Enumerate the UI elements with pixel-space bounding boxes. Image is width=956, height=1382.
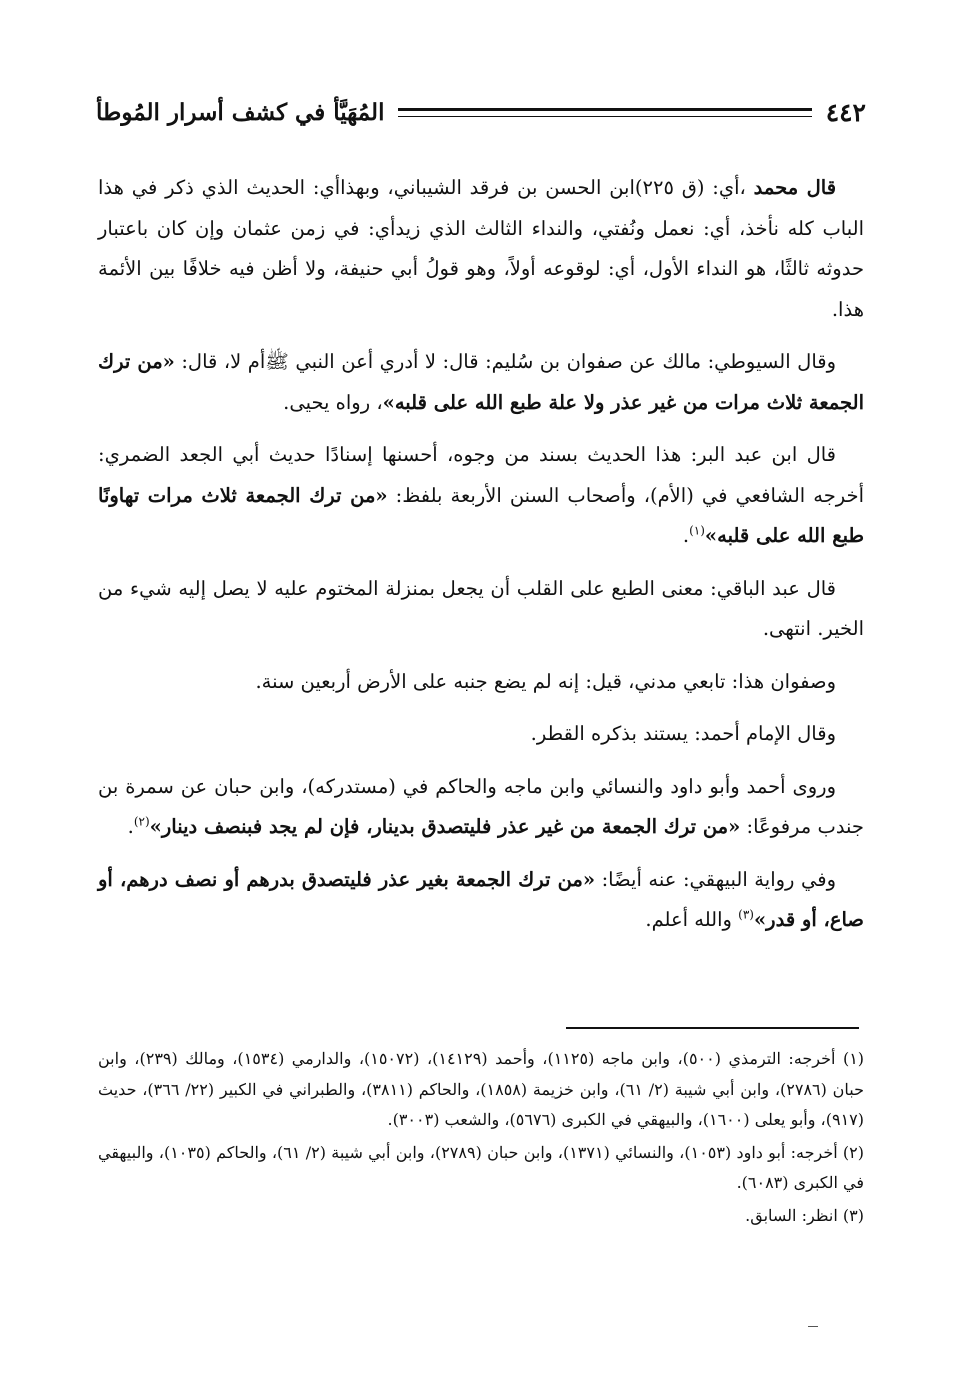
paragraph-text: وفي رواية البيهقي: عنه أيضًا: <box>595 867 836 891</box>
footnote-ref: (٣) <box>738 907 754 922</box>
page-number: ٤٤٢ <box>825 97 866 127</box>
paragraph-text: وقال الإمام أحمد: يستند بذكره القطر. <box>530 722 836 745</box>
paragraph-3 <box>98 435 864 557</box>
print-mark <box>808 1326 818 1327</box>
running-title: المُهَيَّأ في كشف أسرار المُوطأ <box>96 98 385 126</box>
paragraph-4 <box>98 569 864 650</box>
paragraph-1 <box>98 168 864 330</box>
main-text <box>98 168 864 953</box>
paragraph-2 <box>98 342 864 423</box>
lead-term: قال محمد <box>753 176 837 199</box>
footnote-2: (٢) أخرجه: أبو داود (١٠٥٣)، والنسائي (١٣٧١)، وابن حبان (٢٧٨٩)، وابن أبي شيبة (٢/ ٦١)، والحاكم (١٠٣٥)، والبيهقي في الكبرى (٦٠٨٣). <box>98 1142 865 1192</box>
paragraph-8 <box>98 860 864 941</box>
footnote-1: (١) أخرجه: الترمذي (٥٠٠)، وابن ماجه (١١٢٥)، وأحمد (١٤١٢٩)، (١٥٠٧٢)، والدارمي (١٥٣٤)، ومالك (٢٣٩)، وابن حبان (٢٧٨٦)، وابن أبي شيبة (٢/ ٦١)، وابن خزيمة (١٨٥٨)، والحاكم (٣٨١١)، والطبراني في الكبير (٢٢/ ٣٦٦)، حديث (٩١٧)، وأبو يعلى (١٦٠٠)، والبيهقي في الكبرى (٥٦٧٦)، والشعب (٣٠٠٣). <box>98 1049 865 1129</box>
footnote-3: (٣) انظر: السابق. <box>745 1205 864 1225</box>
paragraph-text: وقال السيوطي: مالك عن صفوان بن سُليم: قال: لا أدري أعن النبي ﷺأم لا، قال: <box>174 350 836 373</box>
hadith-quote: «من ترك الجمعة بغير عذر فليتصدق بدرهم أو نصف درهم، أو صاع، أو قدر» <box>98 867 864 931</box>
paragraph-text: . <box>127 815 134 838</box>
paragraph-text: وروى أحمد وأبو داود والنسائي وابن ماجه والحاكم في (مستدركه)، وابن حبان عن سمرة بن جندب مرفوعًا: <box>98 774 864 838</box>
paragraph-7 <box>98 767 864 848</box>
paragraph-text: ، رواه يحيى. <box>283 390 383 414</box>
running-header <box>96 92 866 132</box>
header-rule <box>398 108 811 117</box>
hadith-quote: «من ترك الجمعة من غير عذر فليتصدق بدينار، فإن لم يجد فبنصف دينار» <box>149 815 741 838</box>
footnote-separator <box>566 1027 859 1029</box>
paragraph-text: والله أعلم. <box>645 908 739 931</box>
paragraph-text: وصفوان هذا: تابعي مدني، قيل: إنه لم يضع جنبه على الأرض أربعين سنة. <box>255 669 836 693</box>
paragraph-6 <box>98 714 864 755</box>
paragraph-text: قال ابن عبد البر: هذا الحديث بسند من وجوه، أحسنها إسنادًا حديث أبي الجعد الضمري: أخرجه الشافعي في (الأم)، وأصحاب السنن الأربعة بلفظ: <box>98 443 864 507</box>
paragraph-5 <box>98 662 864 703</box>
paragraph-text: ،أي: (ق ٢٢٥)ابن الحسن بن فرقد الشيباني، وبهذاأي: الحديث الذي ذكر في هذا الباب كله نأخذ، أي: نعمل ونُفتي، والنداء الثالث الذي زيدأي: في زمن عثمان وإن كان باعتبار حدوثه ثالثًا، هو النداء الأول، أي: لوقوعه أولاً، وهو قولُ أبي حنيفة، ولا أظن فيه خلافًا بين الأئمة هذا. <box>98 176 864 321</box>
hadith-quote: «من ترك الجمعة ثلاث مرات تهاونًا طبع الله على قلبه» <box>98 483 864 547</box>
footnote-ref: (٢) <box>133 814 150 829</box>
paragraph-text: . <box>682 524 690 547</box>
footnote-ref: (١) <box>689 523 705 538</box>
footnotes <box>98 1044 864 1233</box>
paragraph-text: قال عبد الباقي: معنى الطبع على القلب أن يجعل بمنزلة المختوم عليه لا يصل إليه شيء من الخير. انتهى. <box>98 576 864 640</box>
hadith-quote: «من ترك الجمعة ثلاث مرات من غير عذر ولا علة طبع الله على قلبه» <box>98 350 864 414</box>
